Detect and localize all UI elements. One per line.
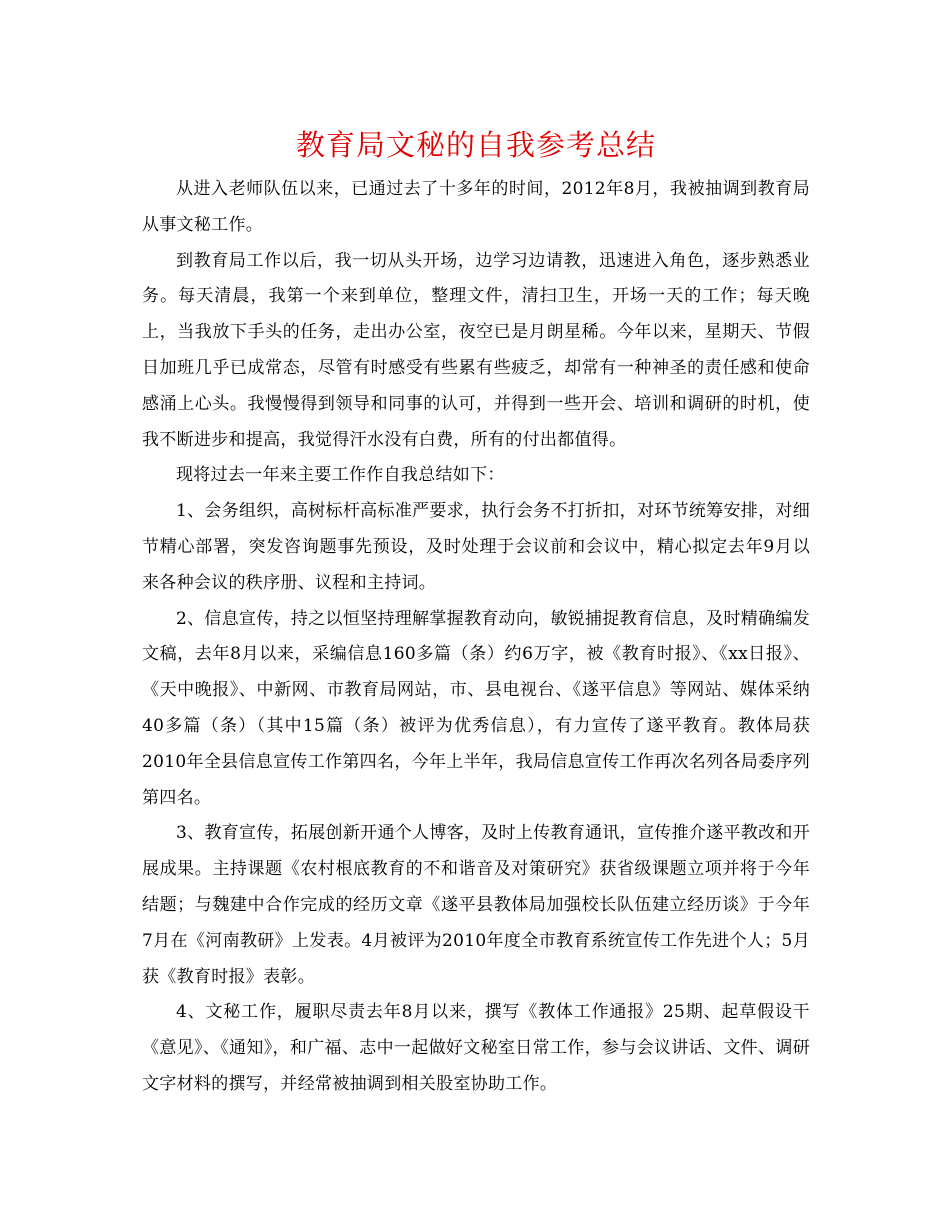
document-title: 教育局文秘的自我参考总结 (295, 128, 656, 162)
paragraph-summary-lead: 现将过去一年来主要工作作自我总结如下： (176, 465, 505, 486)
paragraph-item-1: 1、会务组织，高树标杆高标准严要求，执行会务不打折扣，对环节统筹安排，对细节精心部署，突发咨询题事先预设，及时处理于会议前和会议中，精心拟定去年9月以来各种会议的秩序册、议程和主持词。 (142, 501, 810, 593)
document-page (142, 118, 810, 1103)
paragraph-item-2: 2、信息宣传，持之以恒坚持理解掌握教育动向，敏锐捕捉教育信息，及时精确编发文稿，去年8月以来，采编信息160多篇（条）约6万字，被《教育时报》、《xx日报》、《天中晚报》、中新网、市教育局网站，市、县电视台、《遂平信息》等网站、媒体采纳40多篇（条）（其中15篇（条）被评为优秀信息），有力宣传了遂平教育。教体局获2010年全县信息宣传工作第四名，今年上半年，我局信息宣传工作再次名列各局委序列第四名。 (142, 608, 810, 808)
paragraph-item-3: 3、教育宣传，拓展创新开通个人博客，及时上传教育通讯，宣传推介遂平教改和开展成果。主持课题《农村根底教育的不和谐音及对策研究》获省级课题立项并将于今年结题；与魏建中合作完成的经历文章《遂平县教体局加强校长队伍建立经历谈》于今年7月在《河南教研》上发表。4月被评为2010年度全市教育系统宣传工作先进个人；5月获《教育时报》表彰。 (142, 823, 810, 987)
paragraph-item-4: 4、文秘工作，履职尽责去年8月以来，撰写《教体工作通报》25期、起草假设干《意见》、《通知》，和广福、志中一起做好文秘室日常工作，参与会议讲话、文件、调研文字材料的撰写，并经常被抽调到相关股室协助工作。 (142, 1002, 810, 1094)
paragraph-work-experience: 到教育局工作以后，我一切从头开场，边学习边请教，迅速进入角色，逐步熟悉业务。每天清晨，我第一个来到单位，整理文件，清扫卫生，开场一天的工作；每天晚上，当我放下手头的任务，走出办公室，夜空已是月朗星稀。今年以来，星期天、节假日加班几乎已成常态，尽管有时感受有些累有些疲乏，却常有一种神圣的责任感和使命感涌上心头。我慢慢得到领导和同事的认可，并得到一些开会、培训和调研的时机，使我不断进步和提高，我觉得汗水没有白费，所有的付出都值得。 (142, 250, 810, 450)
paragraph-intro: 从进入老师队伍以来，已通过去了十多年的时间，2012年8月，我被抽调到教育局从事文秘工作。 (142, 179, 810, 235)
